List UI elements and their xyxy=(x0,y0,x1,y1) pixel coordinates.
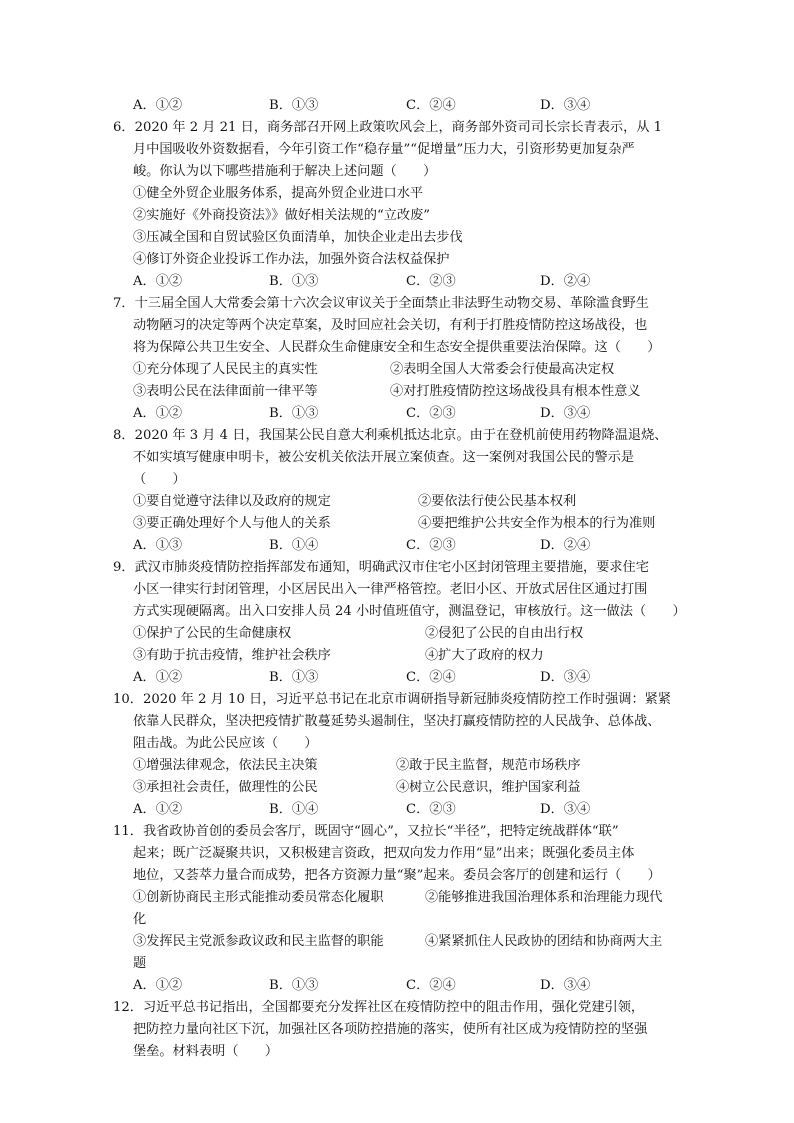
option-b[interactable]: B．①③ xyxy=(269,670,319,685)
question-stem-line: 峻。你认为以下哪些措施利于解决上述问题（ ） xyxy=(133,164,437,179)
question-stem-line: 把防控力量向社区下沉，加强社区各项防控措施的落实，使所有社区成为疫情防控的坚强 xyxy=(133,1022,648,1037)
option-b[interactable]: B．①③ xyxy=(269,406,319,421)
statement-item: ④紧紧抓住人民政协的团结和协商两大主 xyxy=(425,934,663,949)
option-d[interactable]: D．③④ xyxy=(540,406,591,421)
statement-item: ④修订外资企业投诉工作办法，加强外资合法权益保护 xyxy=(133,252,450,267)
statement-item: ④扩大了政府的权力 xyxy=(425,648,544,663)
statement-item: ②要依法行使公民基本权利 xyxy=(418,494,577,509)
statement-item: ②能够推进我国治理体系和治理能力现代 xyxy=(425,890,663,905)
statement-item: 化 xyxy=(133,912,147,927)
option-d[interactable]: D．③④ xyxy=(540,98,591,113)
question-stem-line: 不如实填写健康申明卡，被公安机关依法开展立案侦查。这一案例对我国公民的警示是 xyxy=(133,450,635,465)
option-a[interactable]: A．①② xyxy=(133,670,183,685)
option-a[interactable]: A．①② xyxy=(133,978,183,993)
statement-item: ④对打胜疫情防控这场战役具有根本性意义 xyxy=(390,384,641,399)
statement-item: ③有助于抗击疫情，维护社会秩序 xyxy=(133,648,331,663)
statement-item: ③发挥民主党派参政议政和民主监督的职能 xyxy=(133,934,384,949)
option-c[interactable]: C．②③ xyxy=(406,802,456,817)
option-a[interactable]: A．①③ xyxy=(133,538,183,553)
option-b[interactable]: B．①③ xyxy=(269,274,319,289)
question-stem-line: 将为保障公共卫生安全、人民群众生命健康安全和生态安全提供重要法治保障。这（ ） xyxy=(133,340,661,355)
question-stem-line: 10．2020 年 2 月 10 日，习近平总书记在北京市调研指导新冠肺炎疫情防控工作时强调：紧紧 xyxy=(113,692,672,707)
question-stem-line: 12．习近平总书记指出，全国都要充分发挥社区在疫情防控中的阻击作用，强化党建引领， xyxy=(113,1000,645,1015)
statement-item: ②侵犯了公民的自由出行权 xyxy=(425,626,584,641)
option-b[interactable]: B．①④ xyxy=(269,802,319,817)
question-stem-line: 地位，又荟萃力量合而成势，把各方资源力量“聚”起来。委员会客厅的创建和运行（ ） xyxy=(133,868,661,883)
option-c[interactable]: C．②④ xyxy=(406,98,456,113)
option-d[interactable]: D．②④ xyxy=(540,538,591,553)
statement-item: ②敢于民主监督，规范市场秩序 xyxy=(396,758,581,773)
statement-item: ②表明全国人大常委会行使最高决定权 xyxy=(390,362,615,377)
question-stem-line: 月中国吸收外资数据看，今年引资工作“稳存量”“促增量”压力大，引资形势更加复杂严 xyxy=(133,142,635,157)
option-c[interactable]: C．②③ xyxy=(406,406,456,421)
option-d[interactable]: D．②④ xyxy=(540,274,591,289)
question-stem-line: 方式实现硬隔离。出入口安排人员 24 小时值班值守，测温登记，审核放行。这一做法（ ） xyxy=(133,604,686,619)
question-stem-line: 9．武汉市肺炎疫情防控指挥部发布通知，明确武汉市住宅小区封闭管理主要措施，要求住宅 xyxy=(113,560,649,575)
option-a[interactable]: A．①② xyxy=(133,802,183,817)
question-stem-line: 阻击战。为此公民应该（ ） xyxy=(133,736,318,751)
option-d[interactable]: D．③④ xyxy=(540,670,591,685)
option-c[interactable]: C．②③ xyxy=(406,538,456,553)
question-stem-line: 依靠人民群众，坚决把疫情扩散蔓延势头遏制住，坚决打赢疫情防控的人民战争、总体战、 xyxy=(133,714,661,729)
option-b[interactable]: B．①③ xyxy=(269,978,319,993)
option-c[interactable]: C．②③ xyxy=(406,274,456,289)
option-a[interactable]: A．①② xyxy=(133,406,183,421)
question-stem-line: 7．十三届全国人大常委会第十六次会议审议关于全面禁止非法野生动物交易、革除滥食野生 xyxy=(113,296,649,311)
option-d[interactable]: D．③④ xyxy=(540,978,591,993)
statement-item: ③表明公民在法律面前一律平等 xyxy=(133,384,318,399)
option-c[interactable]: C．②④ xyxy=(406,670,456,685)
option-a[interactable]: A．①② xyxy=(133,274,183,289)
question-stem-line: 起来；既广泛凝聚共识，又积极建言资政，把双向发力作用“显”出来；既强化委员主体 xyxy=(133,846,635,861)
statement-item: ④要把维护公共安全作为根本的行为准则 xyxy=(418,516,656,531)
option-b[interactable]: B．①③ xyxy=(269,98,319,113)
statement-item: ①充分体现了人民民主的真实性 xyxy=(133,362,318,377)
statement-item: ④树立公民意识，维护国家利益 xyxy=(396,780,581,795)
statement-item: ②实施好《外商投资法》》做好相关法规的“立改废” xyxy=(133,208,431,223)
question-stem-line: 11．我省政协首创的委员会客厅，既固守“圆心”，又拉长“半径”，把特定统战群体“联” xyxy=(113,824,619,839)
question-stem-line: 小区一律实行封闭管理，小区居民出入一律严格管控。老旧小区、开放式居住区通过打围 xyxy=(133,582,648,597)
statement-item: ①要自觉遵守法律以及政府的规定 xyxy=(133,494,331,509)
question-stem-line: 8．2020 年 3 月 4 日，我国某公民自意大利乘机抵达北京。由于在登机前使用药物降温退烧、 xyxy=(113,428,668,443)
question-stem-line: （ ） xyxy=(133,472,186,487)
statement-item: ③承担社会责任，做理性的公民 xyxy=(133,780,318,795)
statement-item: 题 xyxy=(133,956,147,971)
question-stem-line: 6．2020 年 2 月 21 日，商务部召开网上政策吹风会上，商务部外资司司长宗长青表示，从 1 xyxy=(113,120,663,135)
question-stem-line: 动物陋习的决定等两个决定草案，及时回应社会关切，有利于打胜疫情防控这场战役，也 xyxy=(133,318,648,333)
option-d[interactable]: D．③④ xyxy=(540,802,591,817)
statement-item: ①保护了公民的生命健康权 xyxy=(133,626,292,641)
option-b[interactable]: B．①④ xyxy=(269,538,319,553)
statement-item: ①健全外贸企业服务体系，提高外贸企业进口水平 xyxy=(133,186,424,201)
question-stem-line: 堡垒。材料表明（ ） xyxy=(133,1044,279,1059)
statement-item: ①增强法律观念，依法民主决策 xyxy=(133,758,318,773)
option-a[interactable]: A．①② xyxy=(133,98,183,113)
statement-item: ③压减全国和自贸试验区负面清单，加快企业走出去步伐 xyxy=(133,230,463,245)
option-c[interactable]: C．②④ xyxy=(406,978,456,993)
statement-item: ①创新协商民主形式能推动委员常态化履职 xyxy=(133,890,384,905)
statement-item: ③要正确处理好个人与他人的关系 xyxy=(133,516,331,531)
